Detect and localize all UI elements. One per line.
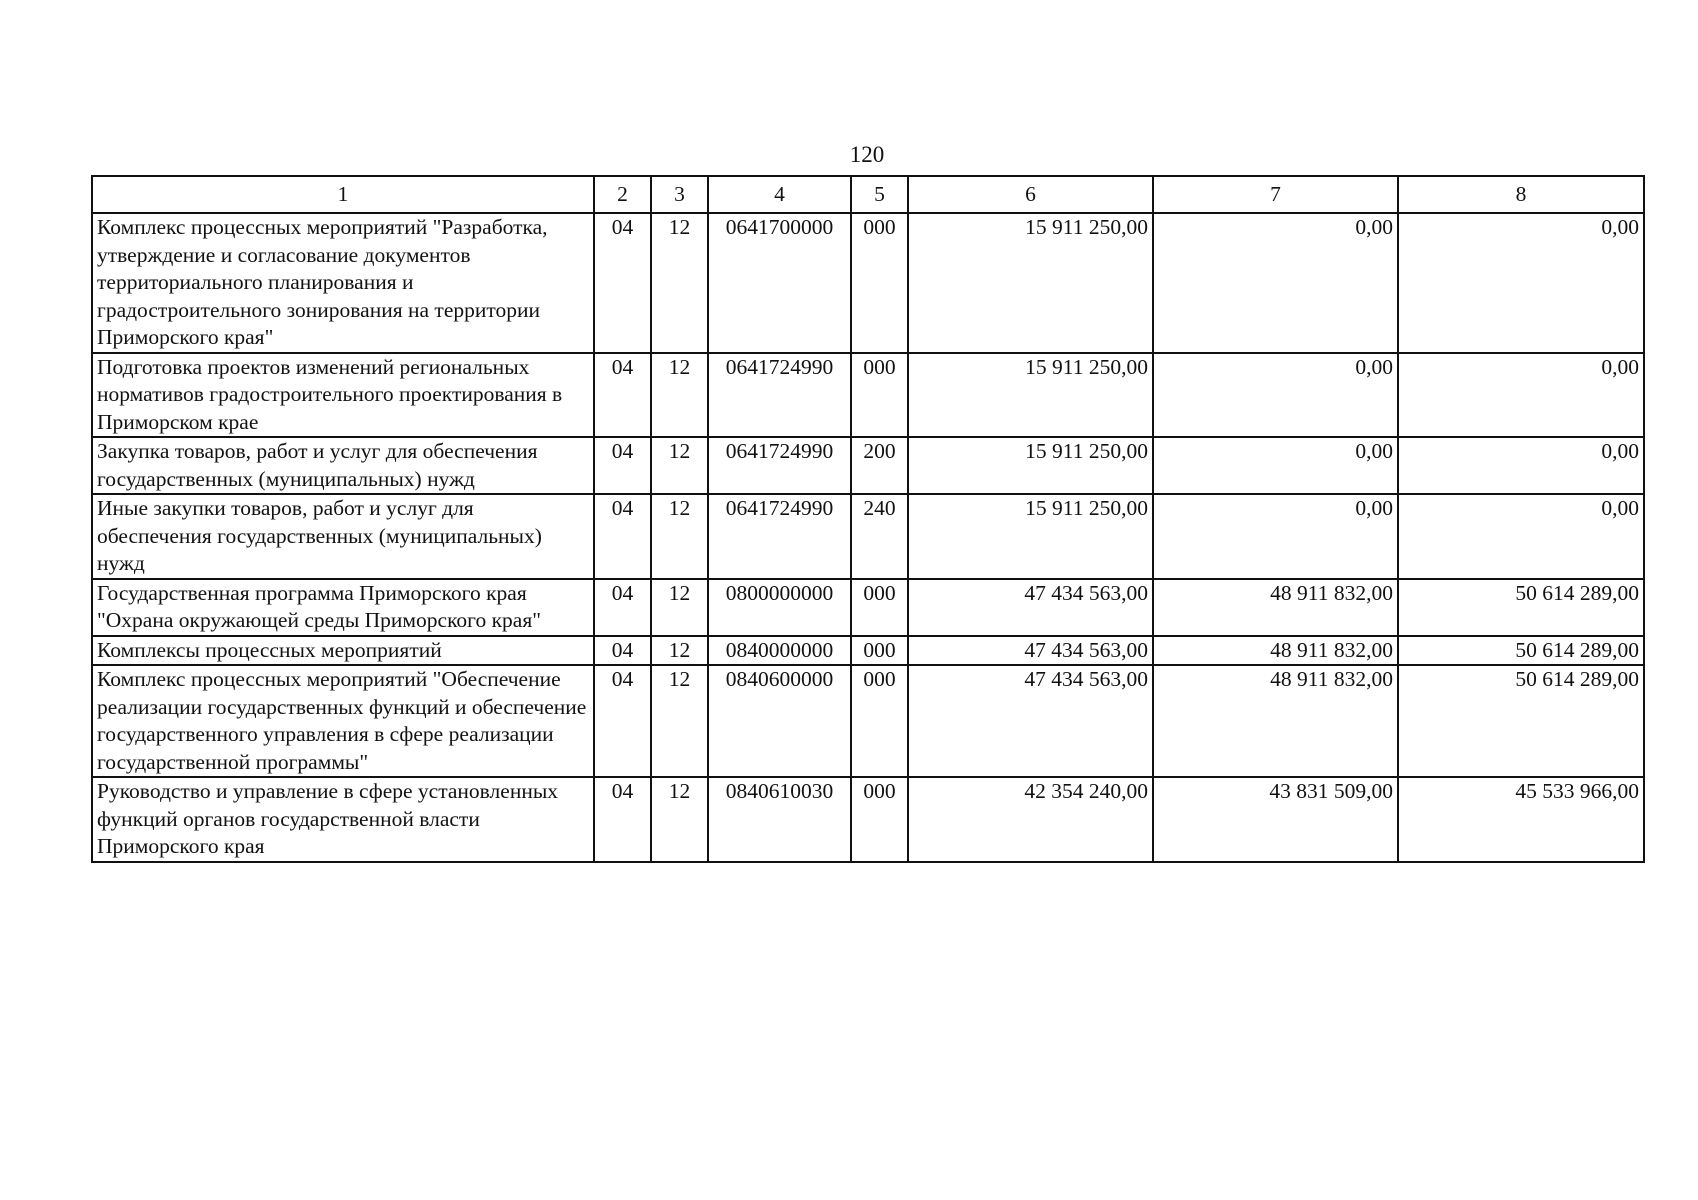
amount-col-7: 48 911 832,00 — [1153, 665, 1398, 777]
amount-col-8: 0,00 — [1398, 494, 1644, 579]
row-name: Комплекс процессных мероприятий "Разработка, утверждение и согласование документов территориального планирования и градостроительного зонирования на территории Приморского края" — [92, 213, 594, 353]
table-row — [92, 353, 1644, 438]
expense-type-code: 000 — [851, 353, 908, 438]
amount-col-6: 15 911 250,00 — [908, 353, 1153, 438]
subsection-code: 12 — [651, 353, 708, 438]
table-row — [92, 437, 1644, 494]
amount-col-8: 45 533 966,00 — [1398, 777, 1644, 862]
expense-type-code: 000 — [851, 665, 908, 777]
amount-col-8: 50 614 289,00 — [1398, 636, 1644, 666]
header-row — [92, 176, 1644, 213]
amount-col-6: 47 434 563,00 — [908, 665, 1153, 777]
target-article-code: 0840000000 — [708, 636, 851, 666]
amount-col-7: 0,00 — [1153, 494, 1398, 579]
section-code: 04 — [594, 353, 651, 438]
subsection-code: 12 — [651, 437, 708, 494]
subsection-code: 12 — [651, 636, 708, 666]
subsection-code: 12 — [651, 665, 708, 777]
section-code: 04 — [594, 636, 651, 666]
amount-col-8: 0,00 — [1398, 213, 1644, 353]
expense-type-code: 200 — [851, 437, 908, 494]
amount-col-8: 0,00 — [1398, 353, 1644, 438]
table-row — [92, 494, 1644, 579]
amount-col-6: 15 911 250,00 — [908, 437, 1153, 494]
section-code: 04 — [594, 437, 651, 494]
row-name: Подготовка проектов изменений региональных нормативов градостроительного проектирования в Приморском крае — [92, 353, 594, 438]
section-code: 04 — [594, 777, 651, 862]
amount-col-7: 43 831 509,00 — [1153, 777, 1398, 862]
expense-type-code: 000 — [851, 579, 908, 636]
subsection-code: 12 — [651, 494, 708, 579]
header-cell-5: 5 — [851, 176, 908, 213]
amount-col-8: 0,00 — [1398, 437, 1644, 494]
amount-col-6: 42 354 240,00 — [908, 777, 1153, 862]
expense-type-code: 000 — [851, 636, 908, 666]
target-article-code: 0641724990 — [708, 437, 851, 494]
subsection-code: 12 — [651, 579, 708, 636]
table-row — [92, 636, 1644, 666]
target-article-code: 0840610030 — [708, 777, 851, 862]
header-cell-2: 2 — [594, 176, 651, 213]
section-code: 04 — [594, 665, 651, 777]
row-name: Закупка товаров, работ и услуг для обеспечения государственных (муниципальных) нужд — [92, 437, 594, 494]
amount-col-7: 48 911 832,00 — [1153, 579, 1398, 636]
amount-col-8: 50 614 289,00 — [1398, 665, 1644, 777]
target-article-code: 0641700000 — [708, 213, 851, 353]
table-row — [92, 777, 1644, 862]
target-article-code: 0641724990 — [708, 494, 851, 579]
row-name: Иные закупки товаров, работ и услуг для обеспечения государственных (муниципальных) нужд — [92, 494, 594, 579]
amount-col-6: 15 911 250,00 — [908, 213, 1153, 353]
target-article-code: 0840600000 — [708, 665, 851, 777]
header-cell-3: 3 — [651, 176, 708, 213]
subsection-code: 12 — [651, 213, 708, 353]
budget-table — [91, 175, 1645, 863]
table-row — [92, 665, 1644, 777]
target-article-code: 0800000000 — [708, 579, 851, 636]
amount-col-6: 47 434 563,00 — [908, 579, 1153, 636]
row-name: Государственная программа Приморского края "Охрана окружающей среды Приморского края" — [92, 579, 594, 636]
amount-col-6: 47 434 563,00 — [908, 636, 1153, 666]
section-code: 04 — [594, 579, 651, 636]
expense-type-code: 000 — [851, 777, 908, 862]
amount-col-8: 50 614 289,00 — [1398, 579, 1644, 636]
header-cell-4: 4 — [708, 176, 851, 213]
section-code: 04 — [594, 213, 651, 353]
header-cell-1: 1 — [92, 176, 594, 213]
target-article-code: 0641724990 — [708, 353, 851, 438]
expense-type-code: 240 — [851, 494, 908, 579]
row-name: Комплексы процессных мероприятий — [92, 636, 594, 666]
amount-col-7: 0,00 — [1153, 437, 1398, 494]
row-name: Руководство и управление в сфере установленных функций органов государственной власти Приморского края — [92, 777, 594, 862]
header-cell-8: 8 — [1398, 176, 1644, 213]
amount-col-6: 15 911 250,00 — [908, 494, 1153, 579]
page-number: 120 — [849, 142, 885, 167]
amount-col-7: 0,00 — [1153, 353, 1398, 438]
amount-col-7: 0,00 — [1153, 213, 1398, 353]
header-cell-6: 6 — [908, 176, 1153, 213]
table-row — [92, 213, 1644, 353]
table-row — [92, 579, 1644, 636]
subsection-code: 12 — [651, 777, 708, 862]
section-code: 04 — [594, 494, 651, 579]
amount-col-7: 48 911 832,00 — [1153, 636, 1398, 666]
header-cell-7: 7 — [1153, 176, 1398, 213]
expense-type-code: 000 — [851, 213, 908, 353]
row-name: Комплекс процессных мероприятий "Обеспечение реализации государственных функций и обеспечение государственного управления в сфере реализации государственной программы" — [92, 665, 594, 777]
